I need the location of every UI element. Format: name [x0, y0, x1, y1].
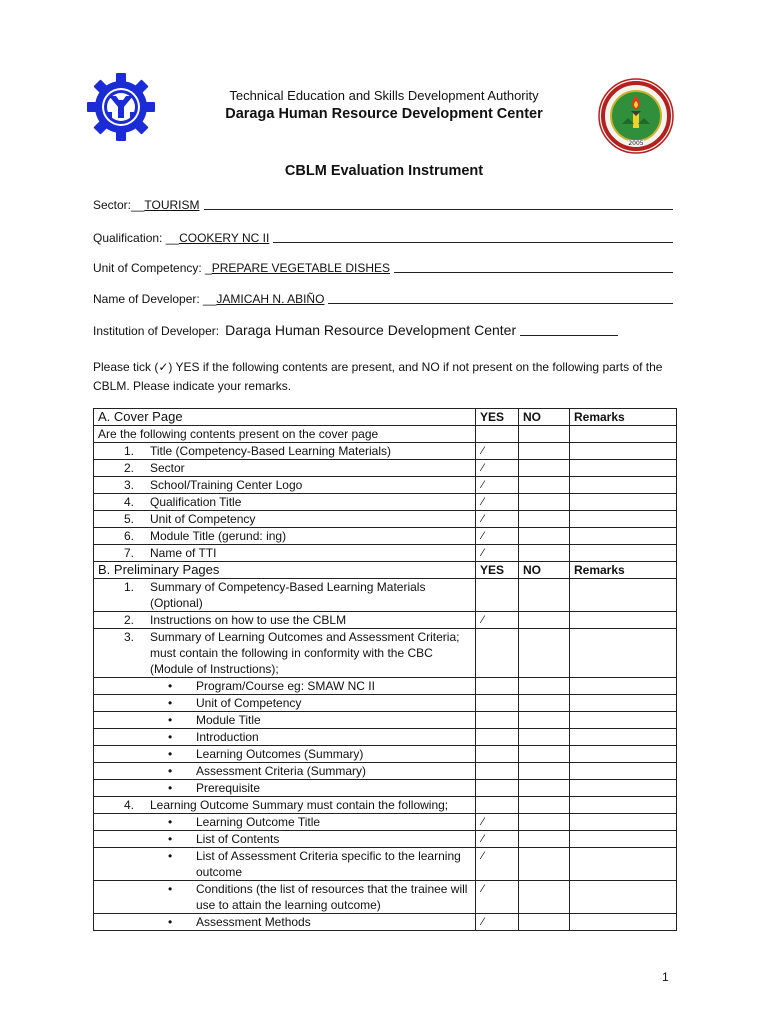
remarks-cell[interactable] [570, 695, 677, 712]
yes-cell[interactable] [476, 712, 519, 729]
remarks-cell[interactable] [570, 678, 677, 695]
item-text: List of Assessment Criteria specific to the learning outcome [196, 849, 461, 879]
unit-value: PREPARE VEGETABLE DISHES [211, 261, 391, 275]
item-text: Sector [150, 461, 185, 475]
table-row [94, 848, 677, 881]
unit-field [93, 259, 673, 275]
remarks-header: Remarks [570, 409, 677, 426]
no-header: NO [519, 562, 570, 579]
remarks-cell[interactable] [570, 881, 677, 914]
item-cell [94, 477, 476, 494]
developer-underline [328, 303, 673, 304]
unit-underline [394, 272, 673, 273]
developer-value: JAMICAH N. ABIÑO [216, 292, 325, 306]
no-cell[interactable] [519, 831, 570, 848]
item-cell [94, 579, 476, 612]
remarks-cell[interactable] [570, 612, 677, 629]
item-cell [94, 881, 476, 914]
no-cell[interactable] [519, 678, 570, 695]
table-row [94, 814, 677, 831]
yes-cell[interactable]: ⁄ [476, 460, 519, 477]
section-a-intro: Are the following contents present on the cover page [94, 426, 476, 443]
item-number: 2. [124, 461, 135, 475]
table-row [94, 914, 677, 931]
bullet-icon: • [168, 679, 173, 693]
remarks-cell[interactable] [570, 729, 677, 746]
yes-cell[interactable]: ⁄ [476, 511, 519, 528]
no-cell[interactable] [519, 460, 570, 477]
yes-cell[interactable]: ⁄ [476, 612, 519, 629]
remarks-cell[interactable] [570, 460, 677, 477]
no-header: NO [519, 409, 570, 426]
bullet-icon: • [168, 764, 173, 778]
item-cell [94, 629, 476, 678]
yes-cell[interactable]: ⁄ [476, 848, 519, 881]
item-cell [94, 763, 476, 780]
remarks-cell[interactable] [570, 528, 677, 545]
table-row [94, 797, 677, 814]
item-cell [94, 814, 476, 831]
sector-field [93, 196, 673, 212]
remarks-cell[interactable] [570, 545, 677, 562]
item-text: List of Contents [196, 832, 280, 846]
sector-underline [204, 209, 674, 210]
remarks-cell[interactable] [570, 763, 677, 780]
remarks-cell[interactable] [570, 831, 677, 848]
table-row [94, 729, 677, 746]
no-cell[interactable] [519, 612, 570, 629]
item-cell [94, 494, 476, 511]
table-row [94, 426, 677, 443]
bullet-icon: • [168, 747, 173, 761]
table-row [94, 579, 677, 612]
table-row [94, 494, 677, 511]
item-cell [94, 460, 476, 477]
remarks-cell[interactable] [570, 746, 677, 763]
no-cell[interactable] [519, 780, 570, 797]
item-cell [94, 612, 476, 629]
item-number: 6. [124, 529, 135, 543]
institution-field [93, 322, 673, 338]
table-row [94, 678, 677, 695]
item-cell [94, 780, 476, 797]
center-name: Daraga Human Resource Development Center [225, 106, 543, 122]
remarks-cell[interactable] [570, 780, 677, 797]
yes-cell[interactable]: ⁄ [476, 443, 519, 460]
item-number: 1. [124, 580, 135, 594]
remarks-cell[interactable] [570, 914, 677, 931]
item-cell [94, 831, 476, 848]
instructions-text: Please tick (✓) YES if the following contents are present, and NO if not present on the following parts of the CBLM. Please indicate your remarks. [93, 360, 663, 393]
item-text: Unit of Competency [196, 696, 302, 710]
table-row [94, 460, 677, 477]
table-row [94, 695, 677, 712]
table-row [94, 780, 677, 797]
section-title: B. Preliminary Pages [94, 562, 476, 579]
item-number: 4. [124, 495, 135, 509]
remarks-cell[interactable] [570, 579, 677, 612]
no-cell[interactable] [519, 797, 570, 814]
developer-label: Name of Developer: __ [93, 292, 217, 306]
yes-cell[interactable]: ⁄ [476, 494, 519, 511]
yes-cell[interactable]: ⁄ [476, 814, 519, 831]
bullet-icon: • [168, 882, 173, 896]
table-row [94, 831, 677, 848]
no-cell[interactable] [519, 426, 570, 443]
yes-cell[interactable] [476, 780, 519, 797]
item-text: Learning Outcomes (Summary) [196, 747, 364, 761]
item-text: Instructions on how to use the CBLM [150, 613, 347, 627]
table-row [94, 629, 677, 678]
bullet-icon: • [168, 815, 173, 829]
yes-cell[interactable]: ⁄ [476, 914, 519, 931]
table-row [94, 763, 677, 780]
no-cell[interactable] [519, 712, 570, 729]
item-cell [94, 914, 476, 931]
item-cell [94, 511, 476, 528]
section-b-header [94, 562, 677, 579]
yes-cell[interactable] [476, 426, 519, 443]
remarks-cell[interactable] [570, 426, 677, 443]
bullet-icon: • [168, 696, 173, 710]
item-text: Learning Outcome Title [196, 815, 321, 829]
remarks-header: Remarks [570, 562, 677, 579]
section-title: A. Cover Page [94, 409, 476, 426]
unit-label: Unit of Competency: _ [93, 261, 212, 275]
remarks-cell[interactable] [570, 477, 677, 494]
bullet-icon: • [168, 781, 173, 795]
item-text: Module Title [196, 713, 261, 727]
item-text: Program/Course eg: SMAW NC II [196, 679, 375, 693]
item-number: 3. [124, 630, 135, 644]
item-cell [94, 443, 476, 460]
remarks-cell[interactable] [570, 443, 677, 460]
item-number: 7. [124, 546, 135, 560]
item-text: Conditions (the list of resources that the trainee will use to attain the learning outcome) [196, 882, 468, 912]
document-title: CBLM Evaluation Instrument [284, 163, 484, 179]
item-text: Assessment Criteria (Summary) [196, 764, 367, 778]
no-cell[interactable] [519, 511, 570, 528]
yes-cell[interactable] [476, 729, 519, 746]
item-text: Title (Competency-Based Learning Materials) [150, 444, 391, 458]
item-number: 5. [124, 512, 135, 526]
item-cell [94, 712, 476, 729]
item-text: School/Training Center Logo [150, 478, 303, 492]
remarks-cell[interactable] [570, 511, 677, 528]
table-row [94, 712, 677, 729]
no-cell[interactable] [519, 528, 570, 545]
item-text: Unit of Competency [150, 512, 256, 526]
item-cell [94, 678, 476, 695]
no-cell[interactable] [519, 848, 570, 881]
item-cell [94, 545, 476, 562]
remarks-cell[interactable] [570, 494, 677, 511]
yes-cell[interactable] [476, 763, 519, 780]
item-text: Assessment Methods [196, 915, 311, 929]
agency-name: Technical Education and Skills Development Authority [229, 88, 539, 103]
yes-cell[interactable] [476, 678, 519, 695]
yes-cell[interactable]: ⁄ [476, 881, 519, 914]
qualification-underline [273, 242, 673, 243]
item-cell [94, 848, 476, 881]
qualification-value: COOKERY NC II [179, 231, 270, 245]
item-text: Qualification Title [150, 495, 242, 509]
no-cell[interactable] [519, 545, 570, 562]
sector-value: TOURISM [144, 198, 200, 212]
remarks-cell[interactable] [570, 814, 677, 831]
remarks-cell[interactable] [570, 629, 677, 678]
table-row [94, 612, 677, 629]
item-text: Summary of Competency-Based Learning Materials (Optional) [150, 580, 426, 610]
item-text: Summary of Learning Outcomes and Assessment Criteria; must contain the following in conformity with the CBC (Module of Instructions); [150, 630, 460, 676]
table-row [94, 511, 677, 528]
no-cell[interactable] [519, 814, 570, 831]
sector-label: Sector:__ [93, 198, 145, 212]
item-cell [94, 797, 476, 814]
item-text: Introduction [196, 730, 259, 744]
institution-value: Daraga Human Resource Development Center [225, 322, 517, 338]
table-row [94, 443, 677, 460]
no-cell[interactable] [519, 914, 570, 931]
yes-cell[interactable] [476, 746, 519, 763]
item-text: Name of TTI [150, 546, 217, 560]
yes-cell[interactable]: ⁄ [476, 477, 519, 494]
institution-underline [520, 335, 618, 336]
table-row [94, 746, 677, 763]
bullet-icon: • [168, 730, 173, 744]
svg-text:2005: 2005 [628, 140, 644, 147]
remarks-cell[interactable] [570, 848, 677, 881]
no-cell[interactable] [519, 443, 570, 460]
no-cell[interactable] [519, 477, 570, 494]
yes-cell[interactable] [476, 629, 519, 678]
no-cell[interactable] [519, 881, 570, 914]
no-cell[interactable] [519, 494, 570, 511]
no-cell[interactable] [519, 729, 570, 746]
no-cell[interactable] [519, 579, 570, 612]
yes-header: YES [476, 409, 519, 426]
no-cell[interactable] [519, 746, 570, 763]
table-row [94, 881, 677, 914]
item-number: 4. [124, 798, 135, 812]
remarks-cell[interactable] [570, 797, 677, 814]
developer-field [93, 290, 673, 306]
qualification-label: Qualification: __ [93, 231, 180, 245]
item-text: Learning Outcome Summary must contain the following; [150, 798, 449, 812]
institution-label: Institution of Developer: [93, 324, 220, 338]
yes-cell[interactable] [476, 579, 519, 612]
evaluation-table [93, 408, 677, 931]
yes-cell[interactable]: ⁄ [476, 831, 519, 848]
bullet-icon: • [168, 713, 173, 727]
yes-cell[interactable] [476, 797, 519, 814]
table-row [94, 477, 677, 494]
item-number: 1. [124, 444, 135, 458]
no-cell[interactable] [519, 763, 570, 780]
yes-cell[interactable]: ⁄ [476, 528, 519, 545]
no-cell[interactable] [519, 695, 570, 712]
qualification-field [93, 229, 673, 245]
bullet-icon: • [168, 915, 173, 929]
table-row [94, 528, 677, 545]
section-a-header [94, 409, 677, 426]
item-cell [94, 695, 476, 712]
item-number: 2. [124, 613, 135, 627]
item-text: Module Title (gerund: ing) [150, 529, 287, 543]
table-row [94, 545, 677, 562]
item-cell [94, 528, 476, 545]
bullet-icon: • [168, 849, 173, 863]
item-cell [94, 729, 476, 746]
item-text: Prerequisite [196, 781, 261, 795]
bullet-icon: • [168, 832, 173, 846]
remarks-cell[interactable] [570, 712, 677, 729]
item-number: 3. [124, 478, 135, 492]
yes-header: YES [476, 562, 519, 579]
page-number: 1 [662, 970, 669, 984]
yes-cell[interactable] [476, 695, 519, 712]
yes-cell[interactable]: ⁄ [476, 545, 519, 562]
item-cell [94, 746, 476, 763]
no-cell[interactable] [519, 629, 570, 678]
